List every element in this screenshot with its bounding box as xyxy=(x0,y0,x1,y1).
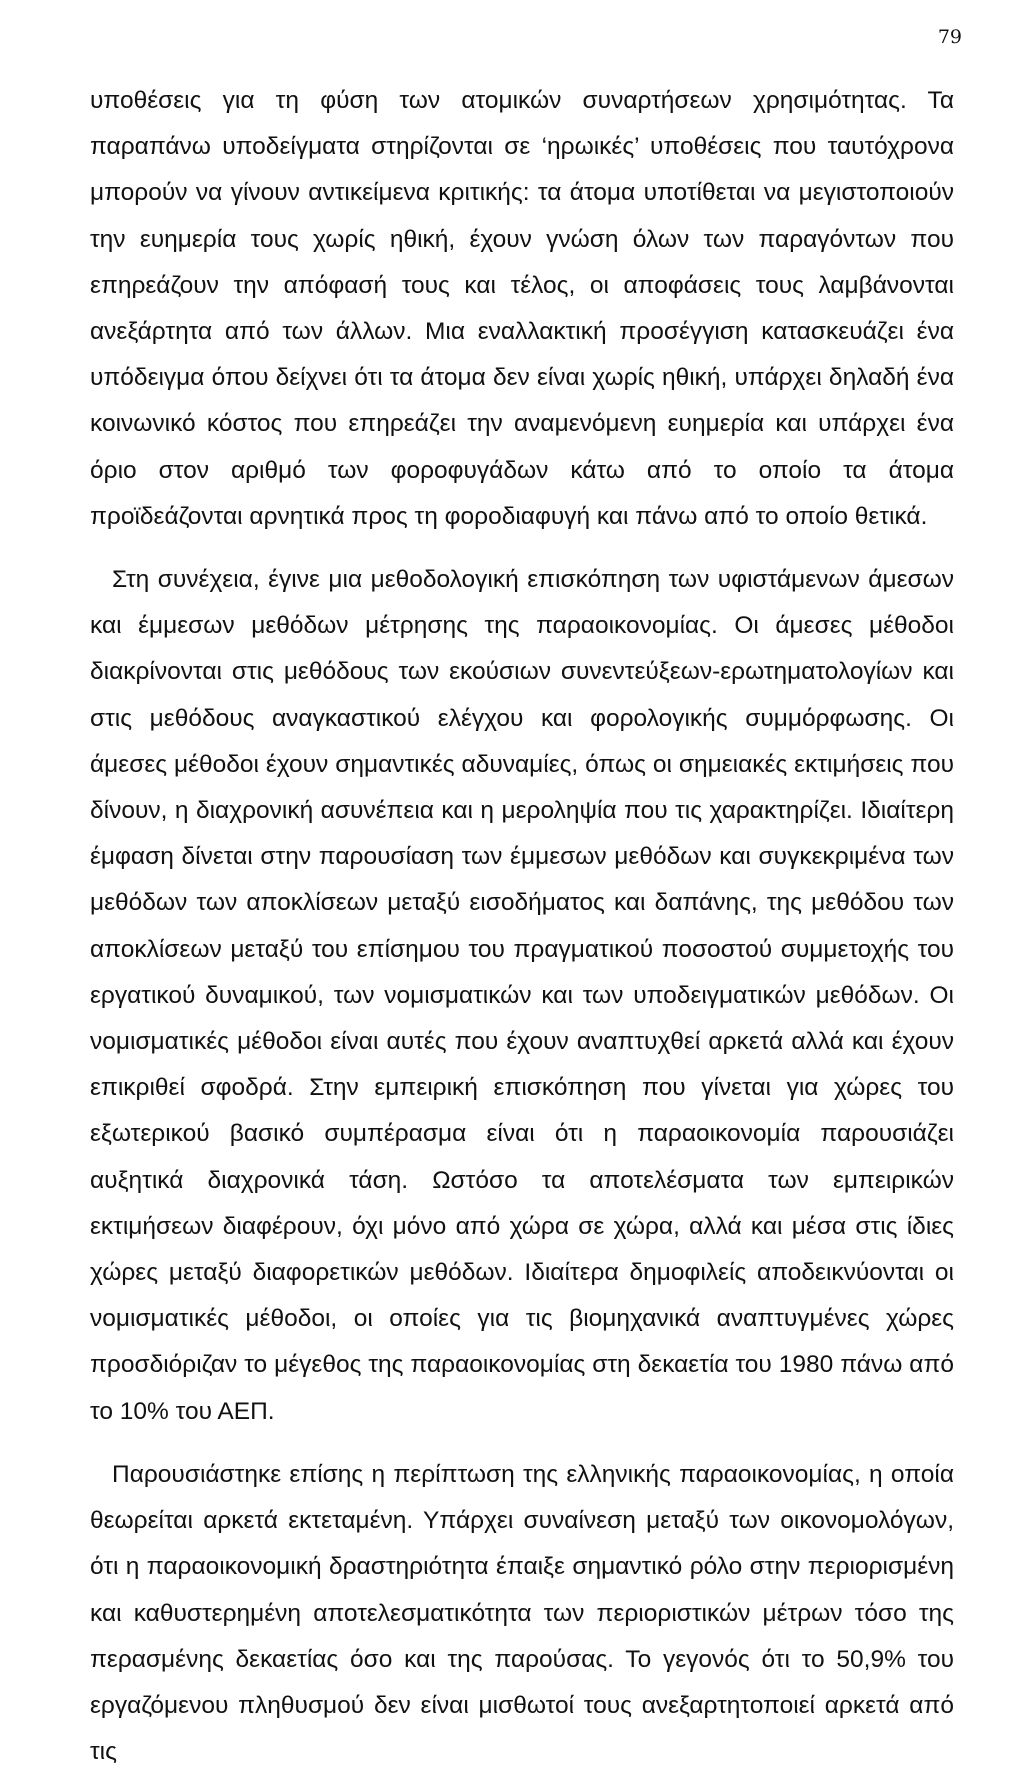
paragraph-methodology: Στη συνέχεια, έγινε μια μεθοδολογική επισκόπηση των υφιστάμενων άμεσων και έμμεσων μεθόδων μέτρησης της παραοικονομίας. Οι άμεσες μέθοδοι διακρίνονται στις μεθόδους των εκούσιων συνεντεύξεων-ερωτηματολογίων και στις μεθόδους αναγκαστικού ελέγχου και φορολογικής συμμόρφωσης. Οι άμεσες μέθοδοι έχουν σημαντικές αδυναμίες, όπως οι σημειακές εκτιμήσεις που δίνουν, η διαχρονική ασυνέπεια και η μεροληψία που τις χαρακτηρίζει. Ιδιαίτερη έμφαση δίνεται στην παρουσίαση των έμμεσων μεθόδων και συγκεκριμένα των μεθόδων των αποκλίσεων μεταξύ εισοδήματος και δαπάνης, της μεθόδου των αποκλίσεων μεταξύ του επίσημου του πραγματικού ποσοστού συμμετοχής του εργατικού δυναμικού, των νομισματικών και των υποδειγματικών μεθόδων. Οι νομισματικές μέθοδοι είναι αυτές που έχουν αναπτυχθεί αρκετά αλλά και έχουν επικριθεί σφοδρά. Στην εμπειρική επισκόπηση που γίνεται για χώρες του εξωτερικού βασικό συμπέρασμα είναι ότι η παραοικονομία παρουσιάζει αυξητικά διαχρονικά τάση. Ωστόσο τα αποτελέσματα των εμπειρικών εκτιμήσεων διαφέρουν, όχι μόνο από χώρα σε χώρα, αλλά και μέσα στις ίδιες χώρες μεταξύ διαφορετικών μεθόδων. Ιδιαίτερα δημοφιλείς αποδεικνύονται οι νομισματικές μέθοδοι, οι οποίες για τις βιομηχανικά αναπτυγμένες χώρες προσδιόριζαν το μέγεθος της παραοικονομίας στη δεκαετία του 1980 πάνω από το 10% του ΑΕΠ. xyxy=(90,566,954,1425)
paragraph-continued: υποθέσεις για τη φύση των ατομικών συναρτήσεων χρησιμότητας. Τα παραπάνω υποδείγματα στηρίζονται σε ‘ηρωικές’ υποθέσεις που ταυτόχρονα μπορούν να γίνουν αντικείμενα κριτικής: τα άτομα υποτίθεται να μεγιστοποιούν την ευημερία τους χωρίς ηθική, έχουν γνώση όλων των παραγόντων που επηρεάζουν την απόφασή τους και τέλος, οι αποφάσεις τους λαμβάνονται ανεξάρτητα από των άλλων. Μια εναλλακτική προσέγγιση κατασκευάζει ένα υπόδειγμα όπου δείχνει ότι τα άτομα δεν είναι χωρίς ηθική, υπάρχει δηλαδή ένα κοινωνικό κόστος που επηρεάζει την αναμενόμενη ευημερία και υπάρχει ένα όριο στον αριθμό των φοροφυγάδων κάτω από το οποίο τα άτομα προϊδεάζονται αρνητικά προς τη φοροδιαφυγή και πάνω από το οποίο θετικά. xyxy=(90,87,954,530)
page-number: 79 xyxy=(937,26,962,48)
document-body xyxy=(90,78,954,1775)
paragraph-greek-case: Παρουσιάστηκε επίσης η περίπτωση της ελληνικής παραοικονομίας, η οποία θεωρείται αρκετά εκτεταμένη. Υπάρχει συναίνεση μεταξύ των οικονομολόγων, ότι η παραοικονομική δραστηριότητα έπαιξε σημαντικό ρόλο στην περιορισμένη και καθυστερημένη αποτελεσματικότητα των περιοριστικών μέτρων τόσο της περασμένης δεκαετίας όσο και της παρούσας. Το γεγονός ότι το 50,9% του εργαζόμενου πληθυσμού δεν είναι μισθωτοί τους ανεξαρτητοποιεί αρκετά από τις xyxy=(90,1460,954,1766)
